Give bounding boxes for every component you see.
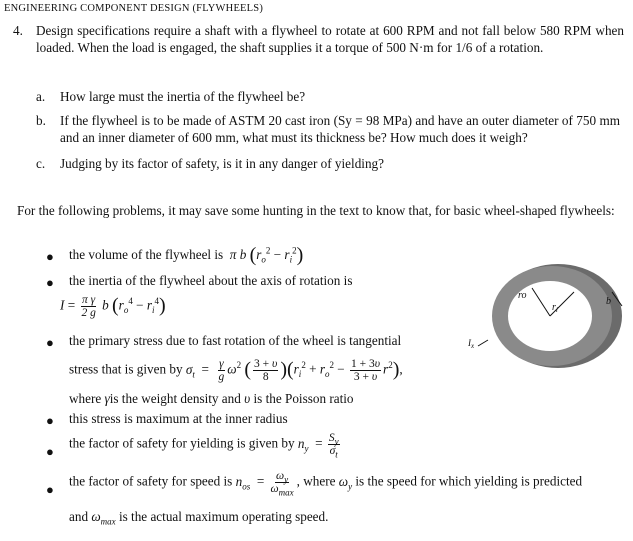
- part-a-label: a.: [36, 89, 46, 104]
- part-c-label: c.: [36, 156, 46, 171]
- where-line: where γis the weight density and υ is the Poisson ratio: [69, 391, 354, 406]
- ri-label: $r_i$: [552, 302, 558, 314]
- part-a-text: How large must the inertia of the flywheel be?: [60, 89, 306, 104]
- problem-statement: Design specifications require a shaft with a flywheel to rotate at 600 RPM and not fall below 580 RPM when loaded. When the load is engaged, the shaft supplies it a torque of 500 N·m for 1/6 of a rotation.: [36, 23, 624, 55]
- stress-formula: stress that is given by $\sigma_t$ = $\frac{\gamma}{g}$ $\omega^2$ ( $\frac{3 + \upsilon}{8}$ )($r_i^2 + r_o^2$ − $\frac{1 + 3\upsilon}{3 + \upsilon}$ $r^2$),: [69, 358, 403, 383]
- bullet-stress-text: the primary stress due to fast rotation of the wheel is tangential: [69, 333, 402, 348]
- page-header: ENGINEERING COMPONENT DESIGN (FLYWHEELS): [4, 3, 264, 14]
- paren-close: ): [296, 244, 304, 266]
- part-c-text: Judging by its factor of safety, is it in any danger of yielding?: [60, 156, 384, 171]
- bullet-max-stress: this stress is maximum at the inner radius: [69, 411, 288, 426]
- fos-speed-formula: the factor of safety for speed is $n_{os}$ = $\frac{\omega_y}{\omega_{max}}$ , where $\omega_y$ is the speed for which yielding is predicted: [69, 470, 583, 498]
- part-b-label: b.: [36, 113, 46, 128]
- intro-text: For the following problems, it may save some hunting in the text to know that, for basic wheel-shaped flywheels:: [17, 203, 615, 218]
- axis-line: [478, 340, 488, 346]
- ro-label: ro: [518, 290, 527, 301]
- part-b-text: If the flywheel is to be made of ASTM 20 cast iron (Sy = 98 MPa) and have an outer diameter of 750 mm and an inner diameter of 600 mm, what must its thickness be? How much does it weigh?: [60, 113, 620, 145]
- problem-number: 4.: [13, 23, 23, 38]
- bullet-volume: the volume of the flywheel is π b $(r_o^2 - r_i^2)$: [69, 244, 304, 266]
- paren-open: (: [249, 244, 257, 266]
- bullet-inertia-text: the inertia of the flywheel about the axis of rotation is: [69, 273, 353, 288]
- volume-text: the volume of the flywheel is: [69, 247, 224, 262]
- bullet-dot: ●: [46, 249, 54, 264]
- bullet-dot: ●: [46, 275, 54, 290]
- b-label: b: [606, 296, 611, 307]
- bullet-dot: ●: [46, 413, 54, 428]
- pi-b-symbol: π b: [226, 247, 247, 262]
- flywheel-diagram-icon: [466, 262, 628, 374]
- inertia-formula: I = $\frac{\text{π γ}}{2 g}$ b $(r_o^4 - r_i^4)$: [60, 294, 166, 319]
- ix-label: $I_x$: [468, 338, 475, 350]
- bullet-dot: ●: [46, 444, 54, 459]
- actual-speed-line: and $\omega_{max}$ is the actual maximum operating speed.: [69, 509, 329, 527]
- bullet-dot: ●: [46, 335, 54, 350]
- bullet-dot: ●: [46, 482, 54, 497]
- fos-yield-formula: the factor of safety for yielding is given by $n_y$ = $\frac{S_y}{\sigma_t}$: [69, 432, 339, 460]
